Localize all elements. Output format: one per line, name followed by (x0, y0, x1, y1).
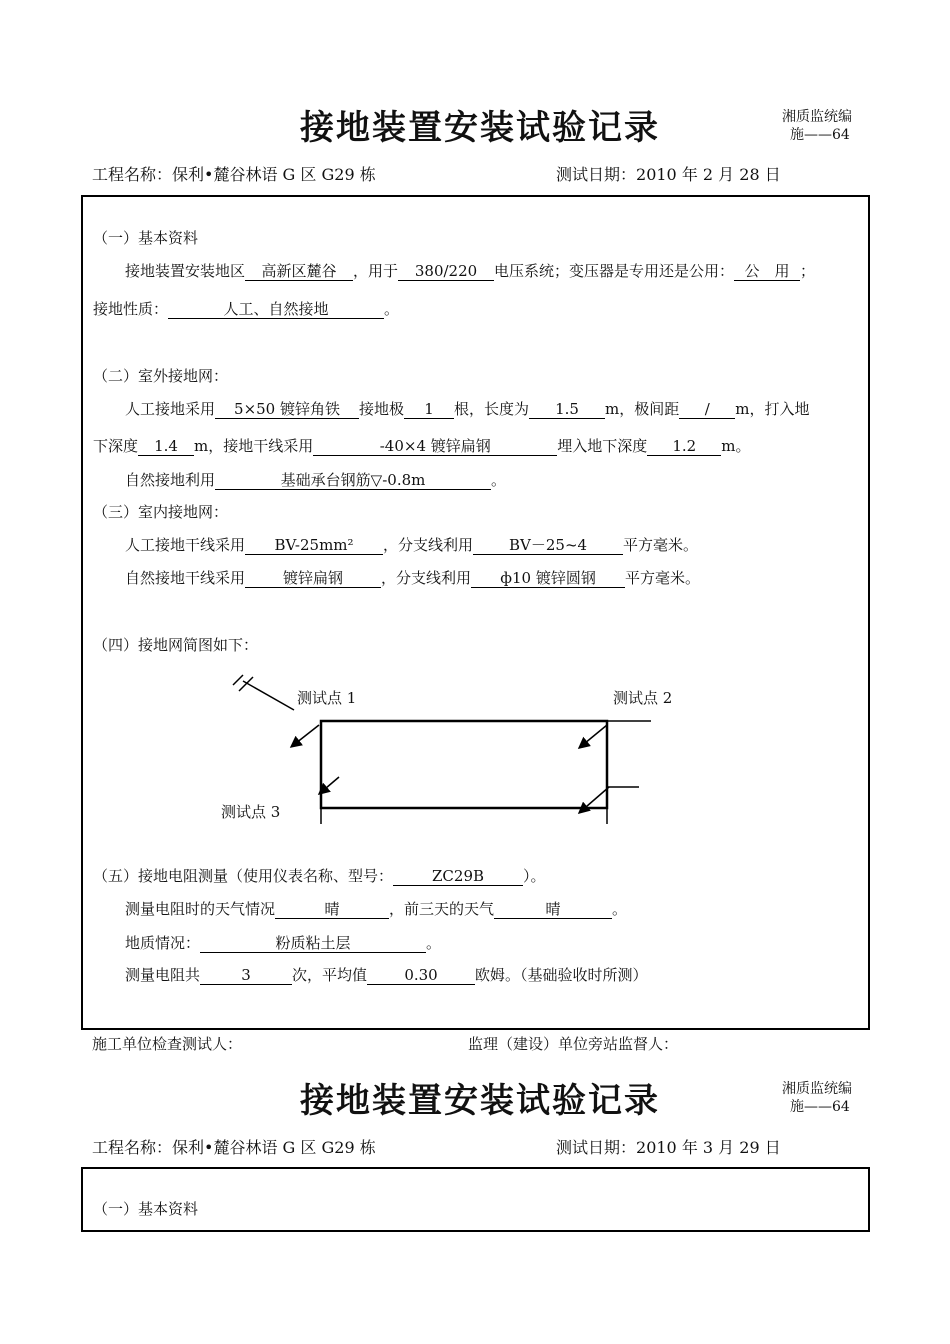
transformer-type: 公 用 (734, 263, 800, 281)
footer-supervisor: 监理（建设）单位旁站监督人： (468, 1035, 679, 1053)
test-date: 2010 年 3 月 29 日 (636, 1138, 781, 1157)
text: ，前三天的天气 (389, 900, 495, 918)
project-name: 保利•麓谷林语 G 区 G29 栋 (172, 165, 376, 184)
sec5-line3 (125, 964, 648, 985)
form-code-line2: 施——64 (790, 127, 850, 143)
record1-title: 接地装置安装试验记录 (300, 108, 660, 148)
text: 地质情况： (125, 934, 201, 952)
voltage-value: 380/220 (398, 263, 494, 281)
date-label: 测试日期： (556, 165, 637, 184)
record1-date (556, 162, 781, 185)
text: ，分支线利用 (381, 569, 472, 587)
sec3-heading: （三）室内接地网： (93, 503, 229, 521)
record2-form-code (782, 1080, 852, 1116)
natural-grounding: 基础承台钢筋▽-0.8m (215, 472, 491, 490)
text: 。 (426, 934, 442, 952)
previous-weather: 晴 (494, 901, 612, 919)
text: 测量电阻共 (125, 966, 201, 984)
grounding-nature: 人工、自然接地 (168, 301, 384, 319)
text: 。 (384, 300, 400, 318)
text: 自然接地利用 (125, 471, 216, 489)
text: 接地性质： (93, 300, 169, 318)
sec2-heading: （二）室外接地网： (93, 367, 229, 385)
text: 电压系统；变压器是专用还是公用： (494, 262, 735, 280)
test-date: 2010 年 2 月 28 日 (636, 165, 781, 184)
measurement-count: 3 (200, 967, 292, 985)
text: ，用于 (353, 262, 399, 280)
test-point-3-label: 测试点 3 (221, 803, 281, 821)
text: 欧姆。（基础验收时所测） (475, 966, 648, 984)
text: （五）接地电阻测量（使用仪表名称、型号： (93, 867, 394, 885)
record2-date (556, 1135, 781, 1158)
sec5-line1 (125, 898, 627, 919)
text: 测量电阻时的天气情况 (125, 900, 276, 918)
sec5-line2 (125, 932, 441, 953)
indoor-trunk: BV-25mm² (245, 537, 383, 555)
natural-trunk: 镀锌扁钢 (245, 570, 381, 588)
indoor-branch: BV－25~4 (473, 537, 623, 555)
text: 自然接地干线采用 (125, 569, 246, 587)
project-name: 保利•麓谷林语 G 区 G29 栋 (172, 1138, 376, 1157)
project-label: 工程名称： (92, 165, 173, 184)
record2-project (92, 1135, 376, 1158)
record2-title: 接地装置安装试验记录 (300, 1081, 660, 1121)
sec4-heading: （四）接地网简图如下： (93, 636, 259, 654)
test-point-arrow-2 (579, 725, 607, 748)
sec1-heading: （一）基本资料 (93, 229, 199, 247)
trunk-material: -40×4 镀锌扁钢 (313, 438, 557, 456)
text: 。 (491, 471, 507, 489)
natural-branch: ф10 镀锌圆钢 (471, 570, 625, 588)
sec5-heading (93, 865, 546, 886)
text: ）。 (523, 867, 546, 885)
text: m，打入地 (735, 400, 810, 418)
text: 接地极 (359, 400, 405, 418)
text: 下深度 (93, 437, 139, 455)
form-code-line2: 施——64 (790, 1099, 850, 1115)
weather: 晴 (275, 901, 389, 919)
text: 人工接地采用 (125, 400, 216, 418)
electrode-count: 1 (404, 401, 454, 419)
text: 人工接地干线采用 (125, 536, 246, 554)
text: 根，长度为 (454, 400, 530, 418)
form-code-line1: 湘质监统编 (782, 1081, 852, 1097)
burial-depth: 1.4 (138, 438, 194, 456)
average-resistance: 0.30 (367, 967, 475, 985)
ground-symbol (233, 675, 294, 710)
record2-body (81, 1167, 870, 1232)
footer-tester: 施工单位检查测试人： (92, 1035, 243, 1053)
text: ； (800, 262, 816, 280)
text: 平方毫米。 (625, 569, 701, 587)
record1-body (81, 195, 870, 1030)
project-label: 工程名称： (92, 1138, 173, 1157)
text: m。 (721, 437, 751, 455)
text: 接地装置安装地区 (125, 262, 246, 280)
record1-form-code (782, 108, 852, 144)
text: 埋入地下深度 (557, 437, 648, 455)
text: m，极间距 (605, 400, 680, 418)
form-code-line1: 湘质监统编 (782, 109, 852, 125)
test-point-2-label: 测试点 2 (613, 689, 673, 707)
text: ，分支线利用 (383, 536, 474, 554)
test-point-arrow-1 (291, 725, 319, 747)
text: m，接地干线采用 (194, 437, 314, 455)
grid-rectangle (321, 721, 607, 808)
electrode-material: 5×50 镀锌角铁 (215, 401, 359, 419)
electrode-length: 1.5 (529, 401, 605, 419)
test-point-1-label: 测试点 1 (297, 689, 357, 707)
trunk-depth: 1.2 (647, 438, 721, 456)
text: 次，平均值 (292, 966, 368, 984)
record1-project (92, 162, 376, 185)
geology: 粉质粘土层 (200, 935, 426, 953)
install-area: 高新区麓谷 (245, 263, 353, 281)
sec1-heading: （一）基本资料 (93, 1200, 199, 1218)
text: 。 (612, 900, 628, 918)
text: 平方毫米。 (623, 536, 699, 554)
electrode-spacing: / (679, 401, 735, 419)
meter-model: ZC29B (393, 868, 523, 886)
date-label: 测试日期： (556, 1138, 637, 1157)
